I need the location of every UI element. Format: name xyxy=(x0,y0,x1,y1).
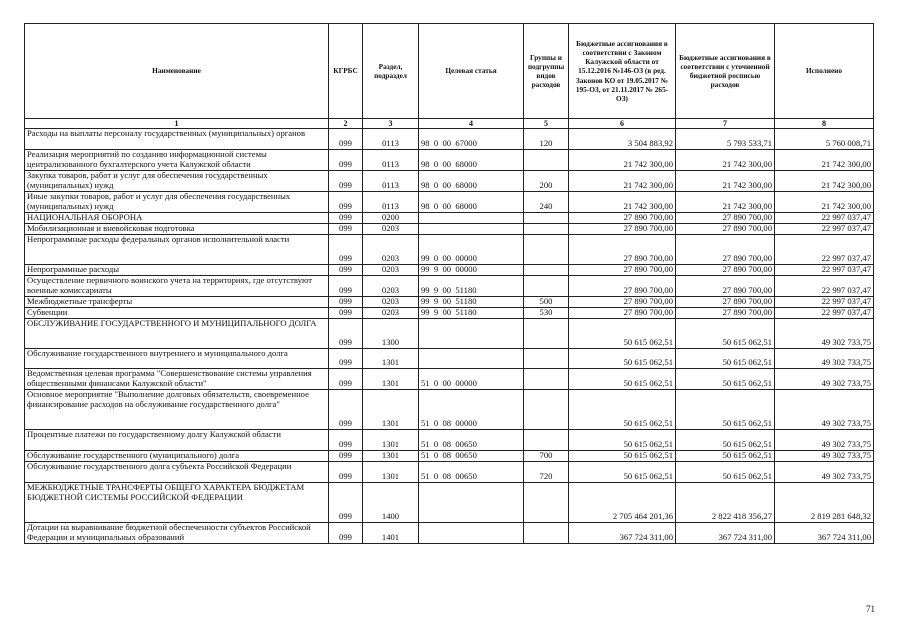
row-name: Иные закупки товаров, работ и услуг для обеспечения государственных (муниципальных) нужд xyxy=(25,192,329,213)
row-executed: 22 997 037,47 xyxy=(775,224,874,235)
row-executed: 49 302 733,75 xyxy=(775,390,874,430)
row-executed: 49 302 733,75 xyxy=(775,349,874,369)
row-target: 99 9 00 51180 xyxy=(419,308,524,319)
row-group xyxy=(524,349,569,369)
row-group xyxy=(524,150,569,171)
row-executed: 22 997 037,47 xyxy=(775,213,874,224)
row-name: Дотации на выравнивание бюджетной обеспеченности субъектов Российской Федерации и муниципальных образований xyxy=(25,523,329,544)
header-section: Раздел, подраздел xyxy=(363,24,419,119)
row-group xyxy=(524,390,569,430)
header-row xyxy=(25,24,874,119)
row-executed: 49 302 733,75 xyxy=(775,369,874,390)
row-ktrbs: 099 xyxy=(329,192,363,213)
row-executed: 21 742 300,00 xyxy=(775,150,874,171)
header-target: Целевая статья xyxy=(419,24,524,119)
column-number: 7 xyxy=(676,119,775,129)
row-section: 1401 xyxy=(363,523,419,544)
column-number: 8 xyxy=(775,119,874,129)
table-row xyxy=(25,150,874,171)
row-group: 200 xyxy=(524,171,569,192)
row-section: 1301 xyxy=(363,430,419,451)
row-budget: 367 724 311,00 xyxy=(569,523,676,544)
row-target xyxy=(419,483,524,523)
row-group xyxy=(524,276,569,297)
row-ktrbs: 099 xyxy=(329,150,363,171)
row-budget: 21 742 300,00 xyxy=(569,150,676,171)
row-section: 1301 xyxy=(363,369,419,390)
row-name: Обслуживание государственного долга субъекта Российской Федерации xyxy=(25,462,329,483)
row-group xyxy=(524,235,569,265)
row-ktrbs: 099 xyxy=(329,308,363,319)
row-ktrbs: 099 xyxy=(329,235,363,265)
row-target: 51 0 08 00000 xyxy=(419,390,524,430)
row-budget: 27 890 700,00 xyxy=(569,235,676,265)
row-roll: 50 615 062,51 xyxy=(676,369,775,390)
row-section: 1301 xyxy=(363,349,419,369)
row-group xyxy=(524,213,569,224)
row-executed: 22 997 037,47 xyxy=(775,297,874,308)
row-ktrbs: 099 xyxy=(329,224,363,235)
row-name: Мобилизационная и вневойсковая подготовка xyxy=(25,224,329,235)
row-target xyxy=(419,523,524,544)
row-group: 720 xyxy=(524,462,569,483)
row-executed: 21 742 300,00 xyxy=(775,171,874,192)
row-ktrbs: 099 xyxy=(329,129,363,150)
table-row xyxy=(25,265,874,276)
page-number: 71 xyxy=(866,604,875,614)
row-section: 0203 xyxy=(363,235,419,265)
table-row xyxy=(25,308,874,319)
row-section: 1301 xyxy=(363,451,419,462)
table-row xyxy=(25,192,874,213)
row-name: Субвенции xyxy=(25,308,329,319)
row-ktrbs: 099 xyxy=(329,171,363,192)
row-group: 530 xyxy=(524,308,569,319)
row-target: 98 0 00 68000 xyxy=(419,150,524,171)
row-ktrbs: 099 xyxy=(329,430,363,451)
row-budget: 50 615 062,51 xyxy=(569,349,676,369)
row-group: 240 xyxy=(524,192,569,213)
row-target: 51 0 08 00650 xyxy=(419,451,524,462)
header-budget-law: Бюджетные ассигнования в соответствии с Законом Калужской области от 15.12.2016 №146-ОЗ (в ред. Законов КО от 19.05.2017 № 195-ОЗ, от 21.11.2017 № 265-ОЗ) xyxy=(569,24,676,119)
row-executed: 22 997 037,47 xyxy=(775,276,874,297)
row-budget: 21 742 300,00 xyxy=(569,192,676,213)
header-ktrbs: КГРБС xyxy=(329,24,363,119)
row-budget: 50 615 062,51 xyxy=(569,462,676,483)
column-number: 1 xyxy=(25,119,329,129)
row-name: ОБСЛУЖИВАНИЕ ГОСУДАРСТВЕННОГО И МУНИЦИПАЛЬНОГО ДОЛГА xyxy=(25,319,329,349)
table-row xyxy=(25,319,874,349)
row-target: 51 0 08 00650 xyxy=(419,462,524,483)
row-group: 120 xyxy=(524,129,569,150)
row-roll: 50 615 062,51 xyxy=(676,462,775,483)
row-name: Реализация мероприятий по созданию информационной системы централизованного бухгалтерского учета Калужской области xyxy=(25,150,329,171)
row-roll: 27 890 700,00 xyxy=(676,265,775,276)
row-section: 1301 xyxy=(363,390,419,430)
row-target: 99 9 00 00000 xyxy=(419,265,524,276)
table-row xyxy=(25,483,874,523)
column-number: 4 xyxy=(419,119,524,129)
row-ktrbs: 099 xyxy=(329,319,363,349)
table-row xyxy=(25,523,874,544)
row-section: 0203 xyxy=(363,224,419,235)
column-number: 6 xyxy=(569,119,676,129)
row-target xyxy=(419,319,524,349)
row-section: 0203 xyxy=(363,308,419,319)
row-name: НАЦИОНАЛЬНАЯ ОБОРОНА xyxy=(25,213,329,224)
row-roll: 21 742 300,00 xyxy=(676,150,775,171)
row-ktrbs: 099 xyxy=(329,265,363,276)
table-row xyxy=(25,235,874,265)
row-name: Ведомственная целевая программа "Совершенствование системы управления общественными финансами Калужской области" xyxy=(25,369,329,390)
row-ktrbs: 099 xyxy=(329,483,363,523)
table-row xyxy=(25,171,874,192)
table-row xyxy=(25,451,874,462)
row-executed: 49 302 733,75 xyxy=(775,451,874,462)
row-group xyxy=(524,483,569,523)
row-target: 98 0 00 67000 xyxy=(419,129,524,150)
row-budget: 3 504 883,92 xyxy=(569,129,676,150)
row-roll: 50 615 062,51 xyxy=(676,430,775,451)
row-roll: 50 615 062,51 xyxy=(676,349,775,369)
row-budget: 27 890 700,00 xyxy=(569,308,676,319)
row-roll: 27 890 700,00 xyxy=(676,297,775,308)
table-row xyxy=(25,297,874,308)
row-target xyxy=(419,349,524,369)
row-group xyxy=(524,430,569,451)
row-executed: 2 819 281 648,32 xyxy=(775,483,874,523)
row-target: 51 0 00 00000 xyxy=(419,369,524,390)
row-roll: 21 742 300,00 xyxy=(676,171,775,192)
row-roll: 27 890 700,00 xyxy=(676,276,775,297)
row-target: 99 0 00 00000 xyxy=(419,235,524,265)
row-ktrbs: 099 xyxy=(329,523,363,544)
row-ktrbs: 099 xyxy=(329,213,363,224)
row-budget: 50 615 062,51 xyxy=(569,319,676,349)
row-group xyxy=(524,369,569,390)
row-budget: 21 742 300,00 xyxy=(569,171,676,192)
row-roll: 27 890 700,00 xyxy=(676,308,775,319)
row-executed: 5 760 008,71 xyxy=(775,129,874,150)
table-row xyxy=(25,276,874,297)
row-section: 0203 xyxy=(363,265,419,276)
row-section: 0203 xyxy=(363,297,419,308)
row-name: Непрограммные расходы федеральных органов исполнительной власти xyxy=(25,235,329,265)
row-executed: 22 997 037,47 xyxy=(775,265,874,276)
row-executed: 49 302 733,75 xyxy=(775,319,874,349)
column-number: 5 xyxy=(524,119,569,129)
row-group xyxy=(524,265,569,276)
row-ktrbs: 099 xyxy=(329,349,363,369)
table-row xyxy=(25,129,874,150)
row-executed: 22 997 037,47 xyxy=(775,235,874,265)
row-roll: 50 615 062,51 xyxy=(676,390,775,430)
row-group: 500 xyxy=(524,297,569,308)
row-roll: 27 890 700,00 xyxy=(676,213,775,224)
row-name: Непрограммные расходы xyxy=(25,265,329,276)
row-executed: 22 997 037,47 xyxy=(775,308,874,319)
row-name: Обслуживание государственного внутреннего и муниципального долга xyxy=(25,349,329,369)
row-roll: 27 890 700,00 xyxy=(676,224,775,235)
row-roll: 367 724 311,00 xyxy=(676,523,775,544)
row-budget: 50 615 062,51 xyxy=(569,430,676,451)
row-budget: 2 705 464 201,36 xyxy=(569,483,676,523)
row-ktrbs: 099 xyxy=(329,297,363,308)
row-ktrbs: 099 xyxy=(329,390,363,430)
row-budget: 27 890 700,00 xyxy=(569,213,676,224)
row-budget: 50 615 062,51 xyxy=(569,451,676,462)
row-ktrbs: 099 xyxy=(329,369,363,390)
row-executed: 21 742 300,00 xyxy=(775,192,874,213)
row-budget: 27 890 700,00 xyxy=(569,276,676,297)
header-groups: Группы и подгруппы видов расходов xyxy=(524,24,569,119)
row-target xyxy=(419,224,524,235)
row-roll: 5 793 533,71 xyxy=(676,129,775,150)
row-budget: 27 890 700,00 xyxy=(569,224,676,235)
header-budget-roll: Бюджетные ассигнования в соответствии с уточненной бюджетной росписью расходов xyxy=(676,24,775,119)
row-target: 99 9 00 51180 xyxy=(419,297,524,308)
row-section: 0113 xyxy=(363,171,419,192)
row-roll: 50 615 062,51 xyxy=(676,319,775,349)
row-executed: 367 724 311,00 xyxy=(775,523,874,544)
table-row xyxy=(25,349,874,369)
row-ktrbs: 099 xyxy=(329,276,363,297)
row-ktrbs: 099 xyxy=(329,451,363,462)
row-group xyxy=(524,319,569,349)
table-row xyxy=(25,390,874,430)
row-section: 1300 xyxy=(363,319,419,349)
row-target: 98 0 00 68000 xyxy=(419,171,524,192)
row-ktrbs: 099 xyxy=(329,462,363,483)
row-group: 700 xyxy=(524,451,569,462)
row-roll: 50 615 062,51 xyxy=(676,451,775,462)
header-name: Наименование xyxy=(25,24,329,119)
row-name: Процентные платежи по государственному долгу Калужской области xyxy=(25,430,329,451)
table-row xyxy=(25,213,874,224)
row-section: 0113 xyxy=(363,150,419,171)
row-target: 98 0 00 68000 xyxy=(419,192,524,213)
row-name: Осуществление первичного воинского учета на территориях, где отсутствуют военные комиссариаты xyxy=(25,276,329,297)
column-number: 2 xyxy=(329,119,363,129)
row-roll: 2 822 418 356,27 xyxy=(676,483,775,523)
row-name: Межбюджетные трансферты xyxy=(25,297,329,308)
row-budget: 50 615 062,51 xyxy=(569,369,676,390)
row-target: 51 0 08 00650 xyxy=(419,430,524,451)
header-executed: Исполнено xyxy=(775,24,874,119)
row-section: 1301 xyxy=(363,462,419,483)
table-row xyxy=(25,224,874,235)
row-section: 0113 xyxy=(363,129,419,150)
row-budget: 27 890 700,00 xyxy=(569,265,676,276)
row-name: МЕЖБЮДЖЕТНЫЕ ТРАНСФЕРТЫ ОБЩЕГО ХАРАКТЕРА БЮДЖЕТАМ БЮДЖЕТНОЙ СИСТЕМЫ РОССИЙСКОЙ ФЕДЕРАЦИИ xyxy=(25,483,329,523)
row-budget: 50 615 062,51 xyxy=(569,390,676,430)
column-number: 3 xyxy=(363,119,419,129)
row-target: 99 9 00 51180 xyxy=(419,276,524,297)
row-section: 1400 xyxy=(363,483,419,523)
table-row xyxy=(25,430,874,451)
row-budget: 27 890 700,00 xyxy=(569,297,676,308)
budget-table xyxy=(24,23,874,544)
row-name: Закупка товаров, работ и услуг для обеспечения государственных (муниципальных) нужд xyxy=(25,171,329,192)
row-executed: 49 302 733,75 xyxy=(775,462,874,483)
row-section: 0203 xyxy=(363,276,419,297)
row-group xyxy=(524,224,569,235)
row-target xyxy=(419,213,524,224)
row-section: 0113 xyxy=(363,192,419,213)
row-executed: 49 302 733,75 xyxy=(775,430,874,451)
row-roll: 21 742 300,00 xyxy=(676,192,775,213)
row-name: Расходы на выплаты персоналу государственных (муниципальных) органов xyxy=(25,129,329,150)
row-name: Обслуживание государственного (муниципального) долга xyxy=(25,451,329,462)
row-roll: 27 890 700,00 xyxy=(676,235,775,265)
row-section: 0200 xyxy=(363,213,419,224)
row-name: Основное мероприятие "Выполнение долговых обязательств, своевременное финансирование расходов на обслуживание государственного долга" xyxy=(25,390,329,430)
table-row xyxy=(25,462,874,483)
table-row xyxy=(25,369,874,390)
row-group xyxy=(524,523,569,544)
column-number-row xyxy=(25,119,874,129)
